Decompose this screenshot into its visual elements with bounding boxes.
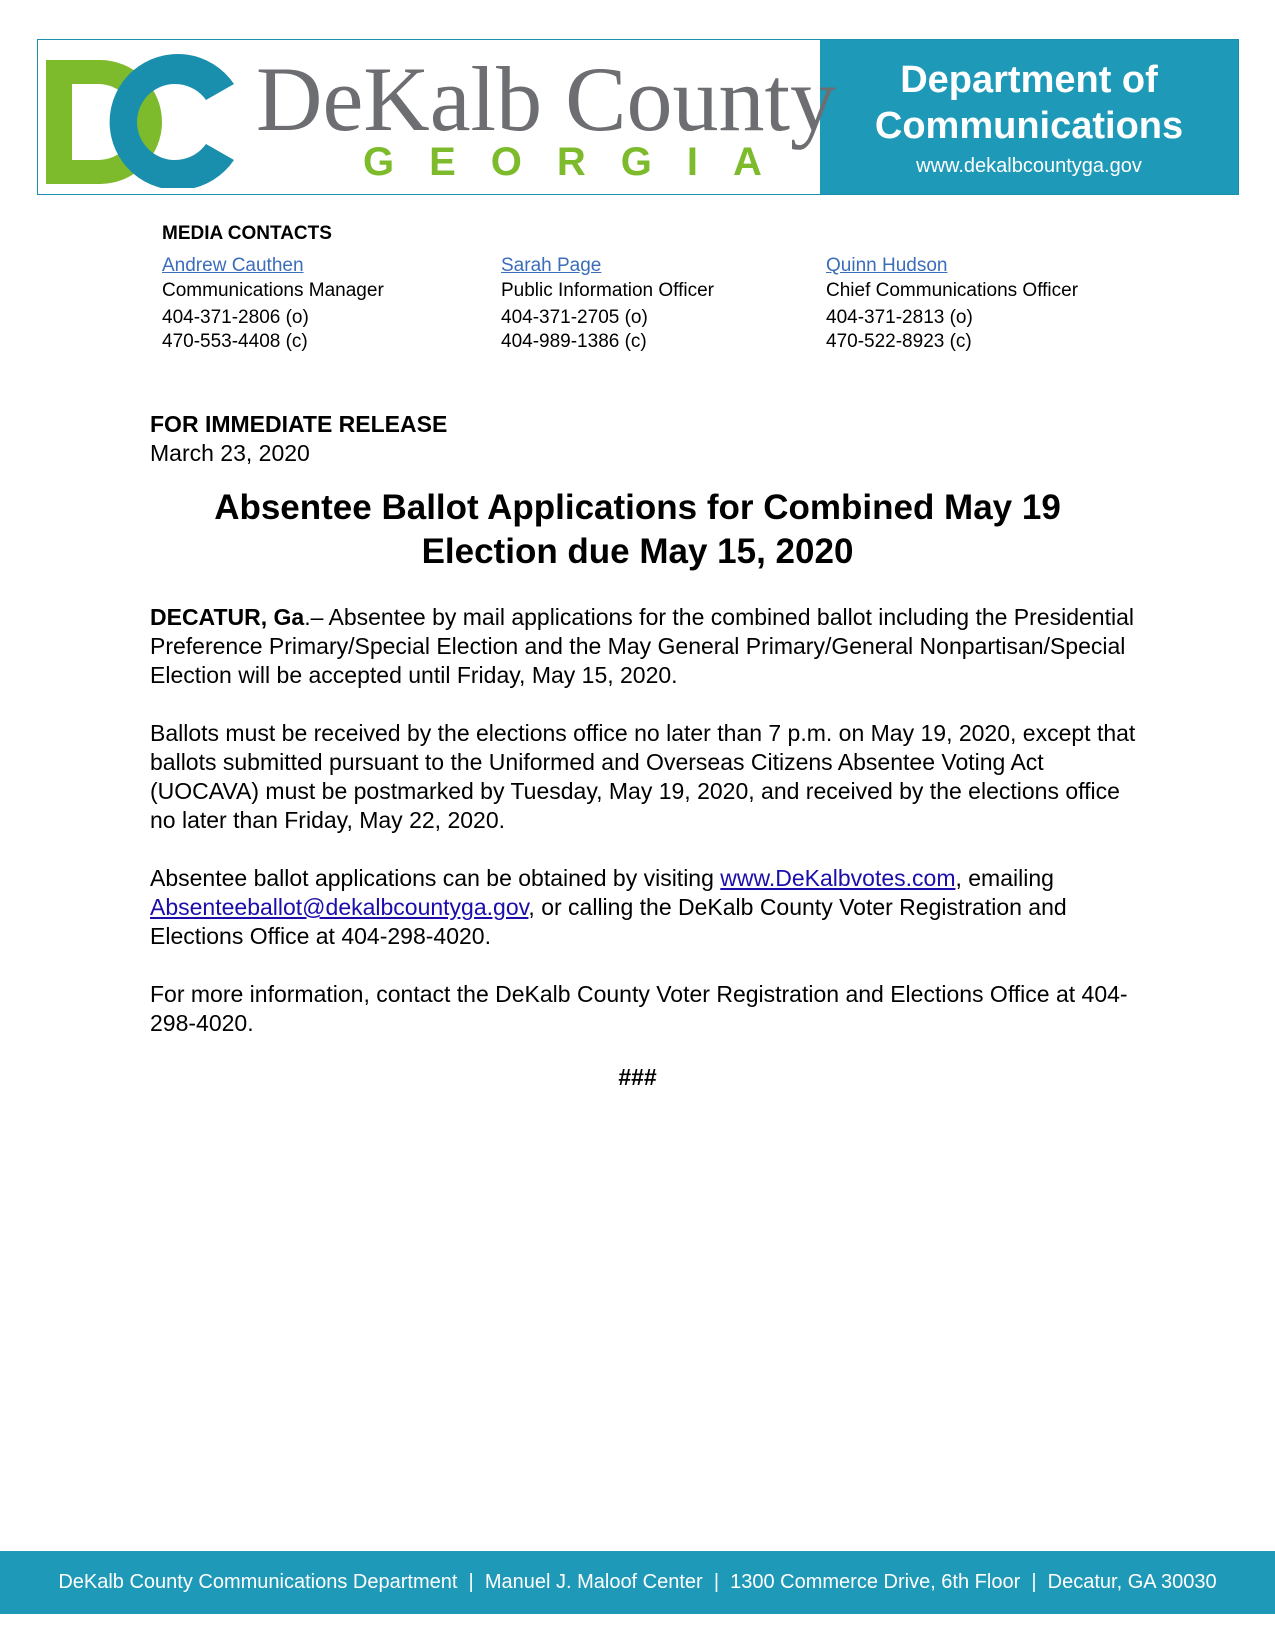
body-paragraph-2: Ballots must be received by the elections office no later than 7 p.m. on May 19, 2020, except that ballots submitted pursuant to the Uniformed and Overseas Citizens Absentee Voting Act (UOCAVA) must be postmarked by Tuesday, May 19, 2020, and received by the elections office no later than Friday, May 22, 2020.: [150, 720, 1136, 833]
body-paragraph-4: For more information, contact the DeKalb County Voter Registration and Elections Office at 404-298-4020.: [150, 981, 1128, 1036]
contact-cell-phone: 470-522-8923 (c): [826, 331, 972, 352]
department-title-line1: Department of: [900, 58, 1158, 101]
paragraph-text: , or calling the DeKalb County Voter Registration and Elections Office at 404-298-4020.: [150, 894, 1067, 949]
press-release-headline: [130, 486, 1145, 574]
paragraph-text: .– Absentee by mail applications for the combined ballot including the Presidential Preference Primary/Special Election and the May General Primary/General Nonpartisan/Special Election will be accepted until Friday, May 15, 2020.: [150, 604, 1134, 688]
contact-card: [501, 253, 714, 354]
letterhead: [37, 39, 1239, 195]
contact-office-phone: 404-371-2806 (o): [162, 307, 309, 328]
dc-logo-icon: [42, 48, 242, 188]
contact-title: Public Information Officer: [501, 280, 714, 301]
department-url[interactable]: www.dekalbcountyga.gov: [916, 154, 1142, 177]
media-contacts-label: MEDIA CONTACTS: [162, 223, 332, 244]
body-paragraph-3: [150, 864, 1150, 951]
contact-cell-phone: 404-989-1386 (c): [501, 331, 647, 352]
headline-line1: Absentee Ballot Applications for Combined May 19: [214, 488, 1061, 527]
release-date: March 23, 2020: [150, 440, 310, 466]
county-name: DeKalb County: [256, 48, 837, 150]
contact-name-link[interactable]: Andrew Cauthen: [162, 255, 304, 276]
contact-name-link[interactable]: Sarah Page: [501, 255, 602, 276]
footer-bar: [0, 1551, 1275, 1614]
state-name: GEORGIA: [363, 140, 797, 184]
end-of-release-mark: ###: [618, 1064, 657, 1090]
contact-name-link[interactable]: Quinn Hudson: [826, 255, 948, 276]
contact-cell-phone: 470-553-4408 (c): [162, 331, 308, 352]
department-title-line2: Communications: [874, 104, 1184, 147]
contact-card: [826, 253, 1078, 354]
press-release-body: [150, 603, 1150, 1067]
body-paragraph-1: [150, 603, 1150, 690]
county-logo-area: [38, 40, 837, 194]
contact-title: Chief Communications Officer: [826, 280, 1079, 301]
contact-office-phone: 404-371-2705 (o): [501, 307, 648, 328]
release-block: [150, 410, 447, 468]
footer-address: DeKalb County Communications Department | Manuel J. Maloof Center | 1300 Commerce Drive, 6th Floor | Decatur, GA 30030: [58, 1571, 1217, 1593]
headline-line2: Election due May 15, 2020: [421, 532, 854, 571]
department-banner: [820, 40, 1238, 194]
dekalbvotes-link[interactable]: www.DeKalbvotes.com: [720, 865, 956, 891]
release-label: FOR IMMEDIATE RELEASE: [150, 411, 448, 437]
contact-office-phone: 404-371-2813 (o): [826, 307, 973, 328]
paragraph-text: Absentee ballot applications can be obtained by visiting: [150, 865, 721, 891]
absentee-email-link[interactable]: Absenteeballot@dekalbcountyga.gov: [150, 894, 529, 920]
dateline: DECATUR, Ga: [150, 604, 305, 630]
contact-title: Communications Manager: [162, 280, 384, 301]
paragraph-text: , emailing: [955, 865, 1054, 891]
contact-card: [162, 253, 384, 354]
